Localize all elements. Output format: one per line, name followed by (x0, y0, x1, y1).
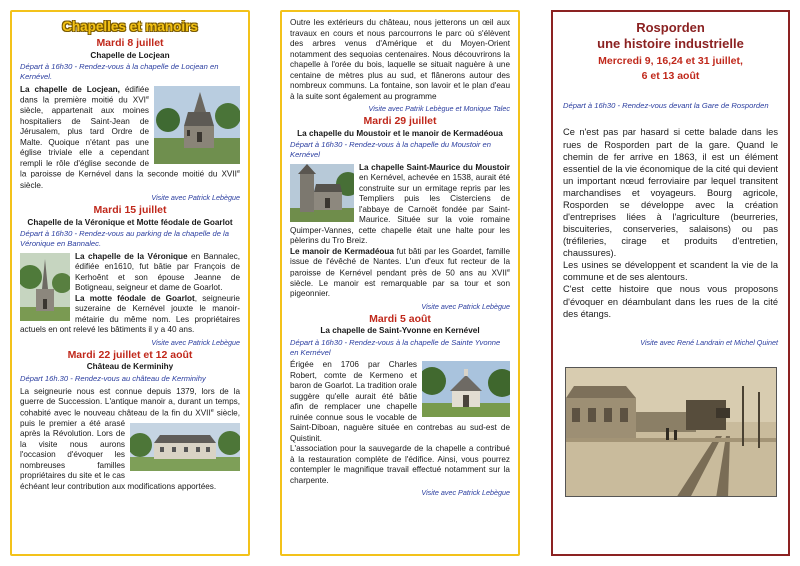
rosporden-title-line1: Rosporden (636, 20, 705, 35)
superscript: e (210, 407, 214, 414)
rosporden-dates-line1: Mercredi 9, 16,24 et 31 juillet, (598, 54, 743, 67)
guide-credit: Visite avec Patrick Lebègue (421, 488, 510, 498)
rosporden-meeting-point: Départ à 16h30 - Rendez-vous devant la Gare de Rosporden (563, 100, 769, 110)
veronique-chapel-photo (20, 253, 70, 321)
kerminihy-chateau-photo (130, 423, 240, 471)
event-subtitle: La chapelle du Moustoir et le manoir de Kermadéoua (297, 128, 503, 138)
text-fragment: , seigneurie suzeraine de Kernével jouxte le manoir-métairie du même nom. Les propriétaires actuels en ont relevé les bâtiments il y a 40 ans. (20, 293, 240, 335)
panel-title: Chapelles et manoirs (62, 19, 198, 34)
text-fragment: siècle. (20, 180, 44, 190)
event-meeting-point: Départ à 16h30 - Rendez-vous à la chapelle de Locjean en Kernével. (20, 62, 219, 81)
rosporden-station-postcard (565, 367, 777, 497)
text-fragment: édifiée dans la première moitié du XVI (20, 84, 149, 105)
event-meeting-point: Départ à 16h30 - Rendez-vous à la chapelle de Sainte Yvonne en Kernével (290, 337, 501, 357)
text-fragment: siècle, appartenait aux moines hospitaliers de Saint-Jean de Jérusalem, plus tard Ordre de Malte. Quoique n'étant pas une église triviale elle a cependant rempli le rôle d'église seconde de la paroisse de Kernével dans la seconde moitié du XVII (20, 106, 237, 180)
saint-yvonne-restoration: L'association pour la sauvegarde de la chapelle a contribué à la restauration complète de l'édifice. Ainsi, vous pourrez contempler le magnifique travail effectué notamment sur la charpente. (290, 444, 510, 485)
event-date: Mardi 15 juillet (93, 204, 167, 217)
saint-yvonne-chapel-photo (422, 361, 510, 417)
panel-rosporden (551, 10, 790, 556)
locjean-chapel-photo (154, 86, 240, 164)
event-date: Mardi 5 août (369, 313, 431, 326)
event-subtitle: Chapelle de Locjean (90, 50, 170, 60)
text-fragment: siècle, puis le premier a été arasé après la Révolution. Lors de la visite nous aurons l'occasion d'évoquer les nombreuses familles propriétaires du site et le cas échéant leur contribution aux modifications apportées. (20, 408, 241, 491)
moustoir-chapel-photo (290, 164, 354, 222)
kerminihy-continued: Outre les extérieurs du château, nous jetterons un œil aux travaux en cours et nous parcourrons le parc où s'élèvent des arbres venus d'Amérique et du Moyen-Orient notamment des sequoias centenaires. Nous découvrirons la chapelle à l'orée du bois, laquelle se situait naguère à une centaine de mètres plus au sud, et flânerons autour des nombreux communs. La fontaine, son lavoir et le plan d'eau à la suite sont également au programme (290, 18, 510, 101)
event-meeting-point: Départ à 16h30 - Rendez-vous au parking de la chapelle de la Véronique en Bannalec. (20, 229, 229, 248)
rosporden-dates-line2: 6 et 13 août (641, 69, 700, 82)
event-meeting-point: Départ à 16h30 - Rendez-vous à la chapelle du Moustoir en Kernével (290, 140, 491, 159)
event-meeting-point: Départ 16h.30 - Rendez-vous au château de Kerminihy (20, 373, 206, 383)
guide-credit: Visite avec Patrick Lebègue (421, 301, 510, 311)
rosporden-title-line2: une histoire industrielle (597, 36, 744, 52)
event-date: Mardi 8 juillet (96, 37, 164, 50)
text-fragment: en Bannalec, édifiée en1610, fut bâtie par François de Kerhoênt et son épouse Jeanne de Botigneau, seigneur et dame de Goarlot. (75, 251, 240, 293)
guide-credit: Visite avec Patrick Lebègue (151, 337, 240, 347)
rosporden-paragraph-3: C'est cette histoire que nous vous proposons d'évoquer en déambulant dans les rues de la cité des étangs. (563, 284, 778, 319)
event-subtitle: La chapelle de Saint-Yvonne en Kernével (320, 326, 480, 336)
superscript: e (236, 169, 240, 176)
kerminihy-description (20, 387, 240, 493)
superscript: e (145, 95, 149, 102)
rosporden-paragraph-1: Ce n'est pas par hasard si cette balade dans les rues de Rosporden part de la gare. Quand le chemin de fer arrive en 1863, il est un élément essentiel de la vie économique de la cité qui devient un important nœud ferroviaire par lequel transitent marchandises et voyageurs. Bourg agricole, Rosporden se développe avec la création d'entreprises liées à l'agriculture (beurreries, biscuiteries, conserveries, salaisons) ou pas (tréfileries, cirage et produits d'entretien, chaussures). (563, 127, 778, 259)
panel-visits-continued (280, 10, 520, 556)
guide-credit: Visite avec René Landrain et Michel Quinet (640, 337, 778, 347)
guide-credit: Visite avec Patrick Lebègue (151, 193, 240, 203)
event-subtitle: Château de Kerminihy (86, 362, 174, 372)
event-subtitle: Chapelle de la Véronique et Motte féodale de Goarlot (27, 217, 233, 227)
event-date: Mardi 29 juillet (363, 115, 437, 128)
lead-text: La chapelle Saint-Maurice du Moustoir (359, 162, 510, 172)
rosporden-paragraph-2: Les usines se développent et scandent la vie de la commune et de ses alentours. (563, 260, 778, 283)
lead-text: La chapelle de Locjean, (20, 84, 120, 94)
text-fragment: siècle. Le manoir est remarquable par sa tour et son pigeonnier. (290, 278, 510, 299)
text-fragment: La seigneurie nous est connue depuis 1379, lors de la guerre de Succession. L'antique manoir a, durant un temps, cohabité avec le nouveau château de la fin du XVII (20, 386, 240, 418)
superscript: e (506, 267, 510, 274)
guide-credit: Visite avec Patrik Lebègue et Monique Talec (368, 104, 510, 113)
event-date: Mardi 22 juillet et 12 août (67, 348, 193, 361)
lead-text: La chapelle de la Véronique (75, 251, 188, 261)
saint-yvonne-description: Érigée en 1706 par Charles Robert, comte de Kermeno et baron de Goarlot. La tradition orale suggère qu'elle aurait été bâtie afin de remplacer une chapelle ruinée connue sous le vocable de Saint-Diboan, naguère située en contrebas au sud-est de Quistinit. (290, 360, 510, 443)
lead-text: Le manoir de Kermadéoua (290, 246, 394, 256)
kermadeoua-description (290, 247, 510, 300)
lead-text: La motte féodale de Goarlot (75, 293, 195, 303)
text-fragment: en Kernével, achevée en 1538, aurait été construite sur un ermitage repris par les Templiers puis les Cisterciens de l'abbaye de Carnoët fondée par Saint-Maurice. Située sur la voie romaine Quimper-Vannes, cette chapelle était une halte pour les pèlerins du Tro Breiz. (290, 173, 510, 246)
text-fragment: fut bâti par les Goardet, famille issue de l'évêché de Nantes. L'un d'eux fut recteur de la paroisse de Kernével pendant près de 50 ans au XVII (290, 246, 510, 278)
panel-chapelles-manoirs (10, 10, 250, 556)
